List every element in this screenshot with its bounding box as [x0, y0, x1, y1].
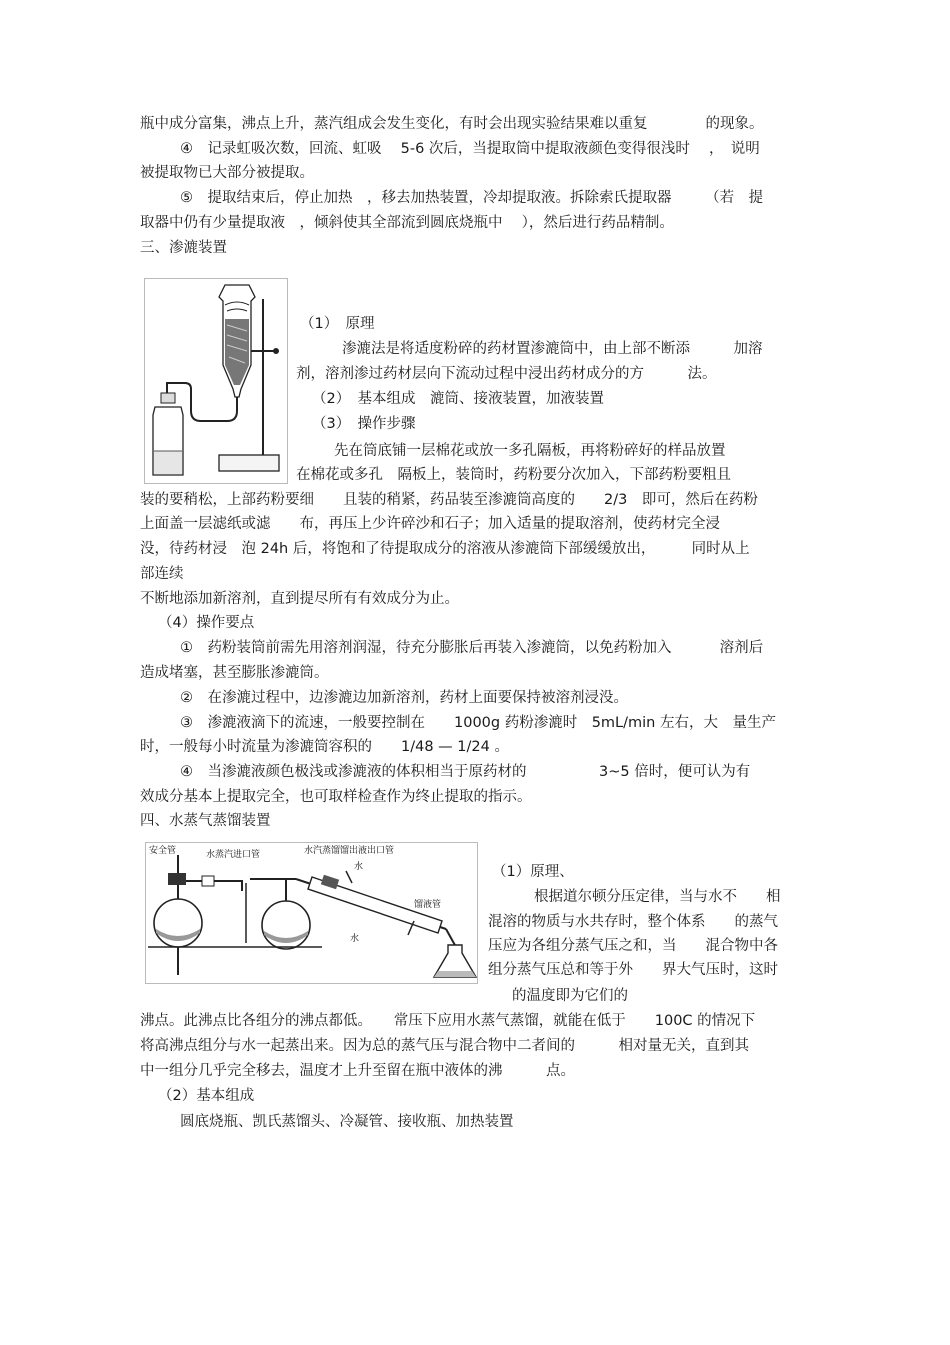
text-line: 部连续 [140, 566, 184, 582]
text-line: 没，待药材浸 泡 24h 后，将饱和了待提取成分的溶液从渗漉筒下部缓缓放出， 同时从上 [140, 541, 750, 557]
text-line: （4）操作要点 [158, 615, 255, 631]
text-line: ④ 当渗漉液颜色极浅或渗漉液的体积相当于原药材的 3~5 倍时，便可认为有 [180, 764, 751, 780]
text-line: 将高沸点组分与水一起蒸出来。因为总的蒸气压与混合物中二者间的 相对量无关，直到其 [140, 1038, 749, 1054]
receiver-label: 馏液管 [414, 900, 442, 910]
text-line: （2） 基本组成 漉筒、接液装置，加液装置 [312, 391, 604, 407]
text-line: 压应为各组分蒸气压之和，当 混合物中各 [488, 938, 778, 954]
section-heading: 三、渗漉装置 [140, 240, 227, 256]
text-line: （2）基本组成 [158, 1088, 255, 1104]
text-line: ① 药粉装筒前需先用溶剂润湿，待充分膨胀后再装入渗漉筒，以免药粉加入 溶剂后 [180, 640, 764, 656]
text-line: ③ 渗漉液滴下的流速，一般要控制在 1000g 药粉渗漉时 5mL/min 左右，大 量生产 [180, 715, 776, 731]
text-line: ④ 记录虹吸次数，回流、虹吸 5-6 次后，当提取筒中提取液颜色变得很浅时 ， 说明 [180, 141, 760, 157]
water-label-2: 水 [350, 934, 360, 944]
text-line: （3） 操作步骤 [312, 416, 416, 432]
text-line: 混溶的物质与水共存时，整个体系 的蒸气 [488, 914, 778, 930]
text-line: 的温度即为它们的 [512, 988, 628, 1004]
text-line: 剂，溶剂渗过药材层向下流动过程中浸出药材成分的方 法。 [296, 366, 717, 382]
text-line: 中一组分几乎完全移去，温度才上升至留在瓶中液体的沸 点。 [140, 1063, 575, 1079]
text-line: 效成分基本上提取完全，也可取样检查作为终止提取的指示。 [140, 789, 532, 805]
text-line: 组分蒸气压总和等于外 界大气压时，这时 [488, 962, 778, 978]
text-line: 瓶中成分富集，沸点上升，蒸汽组成会发生变化，有时会出现实验结果难以重复 的现象。 [140, 116, 764, 132]
text-line: ⑤ 提取结束后，停止加热 ，移去加热装置，冷却提取液。拆除索氏提取器 （若 提 [180, 190, 764, 206]
text-line: 不断地添加新溶剂，直到提尽所有有效成分为止。 [140, 591, 459, 607]
section-heading: 四、水蒸气蒸馏装置 [140, 813, 271, 829]
text-line: 取器中仍有少量提取液 ，倾斜使其全部流到圆底烧瓶中 ），然后进行药品精制。 [140, 215, 674, 231]
text-line: （1）原理、 [492, 864, 574, 880]
text-line: 被提取物已大部分被提取。 [140, 165, 314, 181]
text-line: 时，一般每小时流量为渗漉筒容积的 1/48 — 1/24 。 [140, 739, 509, 755]
text-line: ② 在渗漉过程中，边渗漉边加新溶剂，药材上面要保持被溶剂浸没。 [180, 690, 628, 706]
steam-distillation-figure [145, 842, 478, 984]
text-line: （1） 原理 [300, 316, 375, 332]
text-line: 装的要稍松，上部药粉要细 且装的稍紧，药品装至渗漉筒高度的 2/3 即可，然后在药粉 [140, 492, 758, 508]
text-line: 渗漉法是将适度粉碎的药材置渗漉筒中，由上部不断添 加溶 [342, 341, 763, 357]
text-line: 圆底烧瓶、凯氏蒸馏头、冷凝管、接收瓶、加热装置 [180, 1114, 514, 1130]
text-line: 先在筒底铺一层棉花或放一多孔隔板，再将粉碎好的样品放置 [334, 443, 726, 459]
text-line: 上面盖一层滤纸或滤 布，再压上少许碎沙和石子；加入适量的提取溶剂，使药材完全浸 [140, 516, 720, 532]
text-line: 沸点。此沸点比各组分的沸点都低。 常压下应用水蒸气蒸馏，就能在低于 100C 的情况下 [140, 1013, 756, 1029]
text-line: 造成堵塞，甚至膨胀渗漉筒。 [140, 665, 329, 681]
safety-tube-label: 安全管 [149, 846, 177, 856]
text-line: 根据道尔顿分压定律，当与水不 相 [534, 889, 781, 905]
percolation-apparatus-figure [144, 278, 288, 484]
water-label-1: 水 [354, 862, 364, 872]
text-line: 在棉花或多孔 隔板上，装筒时，药粉要分次加入，下部药粉要粗且 [296, 467, 731, 483]
steam-inlet-label: 水蒸汽进口管 [206, 850, 261, 860]
steam-outlet-label: 水汽蒸馏馏出液出口管 [304, 846, 395, 856]
